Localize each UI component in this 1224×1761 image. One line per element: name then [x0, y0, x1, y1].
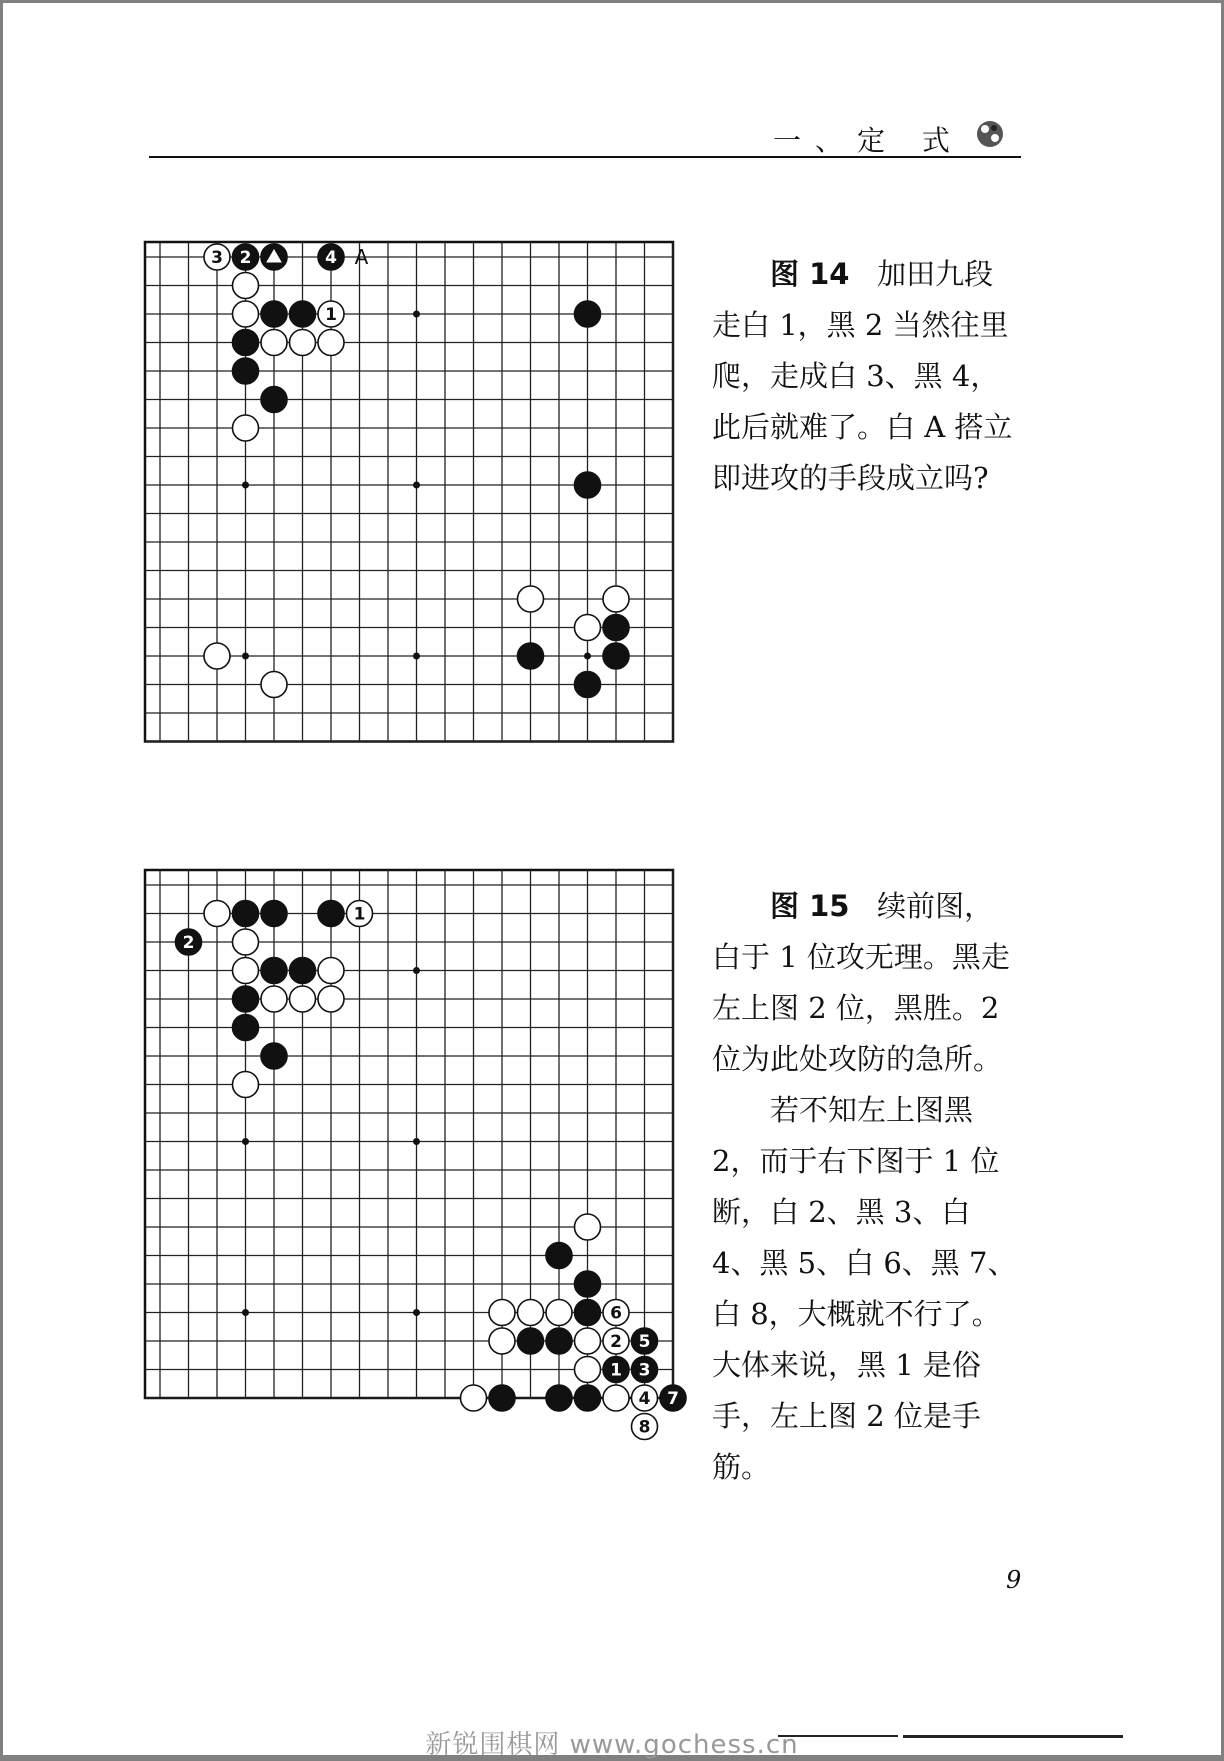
- black-stone: [575, 472, 601, 498]
- black-stone: [233, 901, 259, 927]
- move-number: 3: [638, 1360, 651, 1381]
- move-number: 7: [667, 1389, 679, 1409]
- white-stone: [290, 986, 316, 1012]
- running-header: 一、定 式: [773, 124, 964, 157]
- black-stone: [318, 901, 344, 927]
- white-stone: [603, 1300, 629, 1326]
- white-stone: [318, 301, 344, 327]
- move-number: 4: [638, 1389, 651, 1409]
- star-point: [242, 482, 249, 489]
- black-stone: [546, 1328, 572, 1354]
- white-stone: [632, 1414, 658, 1440]
- black-stone: [575, 672, 601, 698]
- star-point: [242, 1309, 249, 1316]
- white-stone: [233, 1072, 259, 1098]
- star-point: [242, 653, 249, 660]
- black-stone: [233, 358, 259, 384]
- black-stone: [261, 387, 287, 413]
- black-stone: [290, 301, 316, 327]
- black-stone: [489, 1385, 515, 1411]
- white-stone: [489, 1300, 515, 1326]
- black-stone: [632, 1357, 658, 1383]
- black-stone: [546, 1243, 572, 1269]
- caption-text: 续前图，白于 1 位攻无理。黑走左上图 2 位，黑胜。2 位为此处攻防的急所。: [712, 889, 1010, 1076]
- white-stone: [575, 1357, 601, 1383]
- black-stone: [518, 1328, 544, 1354]
- black-stone: [233, 986, 259, 1012]
- caption-figure-15: [712, 881, 1022, 1493]
- star-point: [242, 1138, 249, 1145]
- move-number: 1: [610, 1360, 622, 1381]
- star-point: [413, 482, 420, 489]
- move-number: 5: [638, 1332, 651, 1352]
- header-rule: [149, 156, 1021, 158]
- watermark: 新锐围棋网 www.gochess.cn: [425, 1730, 799, 1760]
- white-stone: [233, 273, 259, 299]
- white-stone: [546, 1300, 572, 1326]
- figure-label: 图 15: [770, 889, 850, 923]
- white-stone: [204, 643, 230, 669]
- caption-text: 若不知左上图黑 2，而于右下图于 1 位断，白 2、黑 3、白 4、黑 5、白 6、黑 7、白 8，大概就不行了。大体来说，黑 1 是俗手，左上图 2 位是手筋。: [712, 1093, 1017, 1484]
- black-stone: [233, 1015, 259, 1041]
- black-stone: [575, 1271, 601, 1297]
- white-stone: [261, 672, 287, 698]
- black-stone: [233, 330, 259, 356]
- black-stone: [261, 301, 287, 327]
- caption-figure-14: [712, 249, 1022, 504]
- black-stone: [603, 615, 629, 641]
- black-stone: [575, 1385, 601, 1411]
- white-stone: [204, 901, 230, 927]
- white-stone: [347, 901, 373, 927]
- black-stone: [603, 1357, 629, 1383]
- chapter-ornament-icon: [973, 119, 1007, 149]
- black-stone: [261, 244, 287, 270]
- white-stone: [318, 330, 344, 356]
- move-number: 1: [353, 904, 366, 925]
- white-stone: [261, 986, 287, 1012]
- white-stone: [575, 1214, 601, 1240]
- black-stone: [318, 244, 344, 270]
- go-board-figure-14: [123, 235, 693, 775]
- move-number: 6: [610, 1303, 622, 1324]
- black-stone: [660, 1385, 686, 1411]
- move-number: 8: [638, 1417, 651, 1438]
- black-stone: [261, 901, 287, 927]
- white-stone: [489, 1328, 515, 1354]
- move-number: 2: [182, 933, 195, 953]
- star-point: [413, 311, 420, 318]
- go-board-figure-15: [123, 863, 713, 1438]
- black-stone: [518, 643, 544, 669]
- black-stone: [261, 1043, 287, 1069]
- black-stone: [575, 1300, 601, 1326]
- figure-label: 图 14: [770, 257, 850, 291]
- white-stone: [632, 1385, 658, 1411]
- caption-text: 加田九段走白 1，黑 2 当然往里爬，走成白 3、黑 4，此后就难了。白 A 搭立即进攻的手段成立吗?: [712, 257, 1013, 495]
- white-stone: [204, 244, 230, 270]
- move-number: 4: [325, 248, 337, 268]
- move-number: 1: [325, 305, 337, 325]
- move-number: 2: [239, 248, 252, 268]
- star-point: [413, 653, 420, 660]
- white-stone: [318, 958, 344, 984]
- star-point: [584, 653, 591, 660]
- black-stone: [261, 958, 287, 984]
- page-number: 9: [1006, 1566, 1022, 1594]
- black-stone: [233, 244, 259, 270]
- star-point: [413, 967, 420, 974]
- white-stone: [233, 958, 259, 984]
- white-stone: [518, 1300, 544, 1326]
- white-stone: [261, 330, 287, 356]
- white-stone: [290, 330, 316, 356]
- white-stone: [575, 615, 601, 641]
- star-point: [413, 1138, 420, 1145]
- black-stone: [176, 929, 202, 955]
- white-stone: [575, 1328, 601, 1354]
- move-number: 3: [211, 248, 223, 268]
- book-page: [3, 3, 1221, 1755]
- black-stone: [603, 643, 629, 669]
- black-stone: [546, 1385, 572, 1411]
- white-stone: [233, 415, 259, 441]
- black-stone: [632, 1328, 658, 1354]
- white-stone: [233, 301, 259, 327]
- point-label: A: [354, 245, 369, 269]
- black-stone: [575, 301, 601, 327]
- white-stone: [603, 586, 629, 612]
- white-stone: [603, 1328, 629, 1354]
- black-stone: [290, 958, 316, 984]
- white-stone: [603, 1385, 629, 1411]
- move-number: 2: [610, 1332, 622, 1352]
- white-stone: [518, 586, 544, 612]
- white-stone: [233, 929, 259, 955]
- white-stone: [318, 986, 344, 1012]
- star-point: [413, 1309, 420, 1316]
- white-stone: [461, 1385, 487, 1411]
